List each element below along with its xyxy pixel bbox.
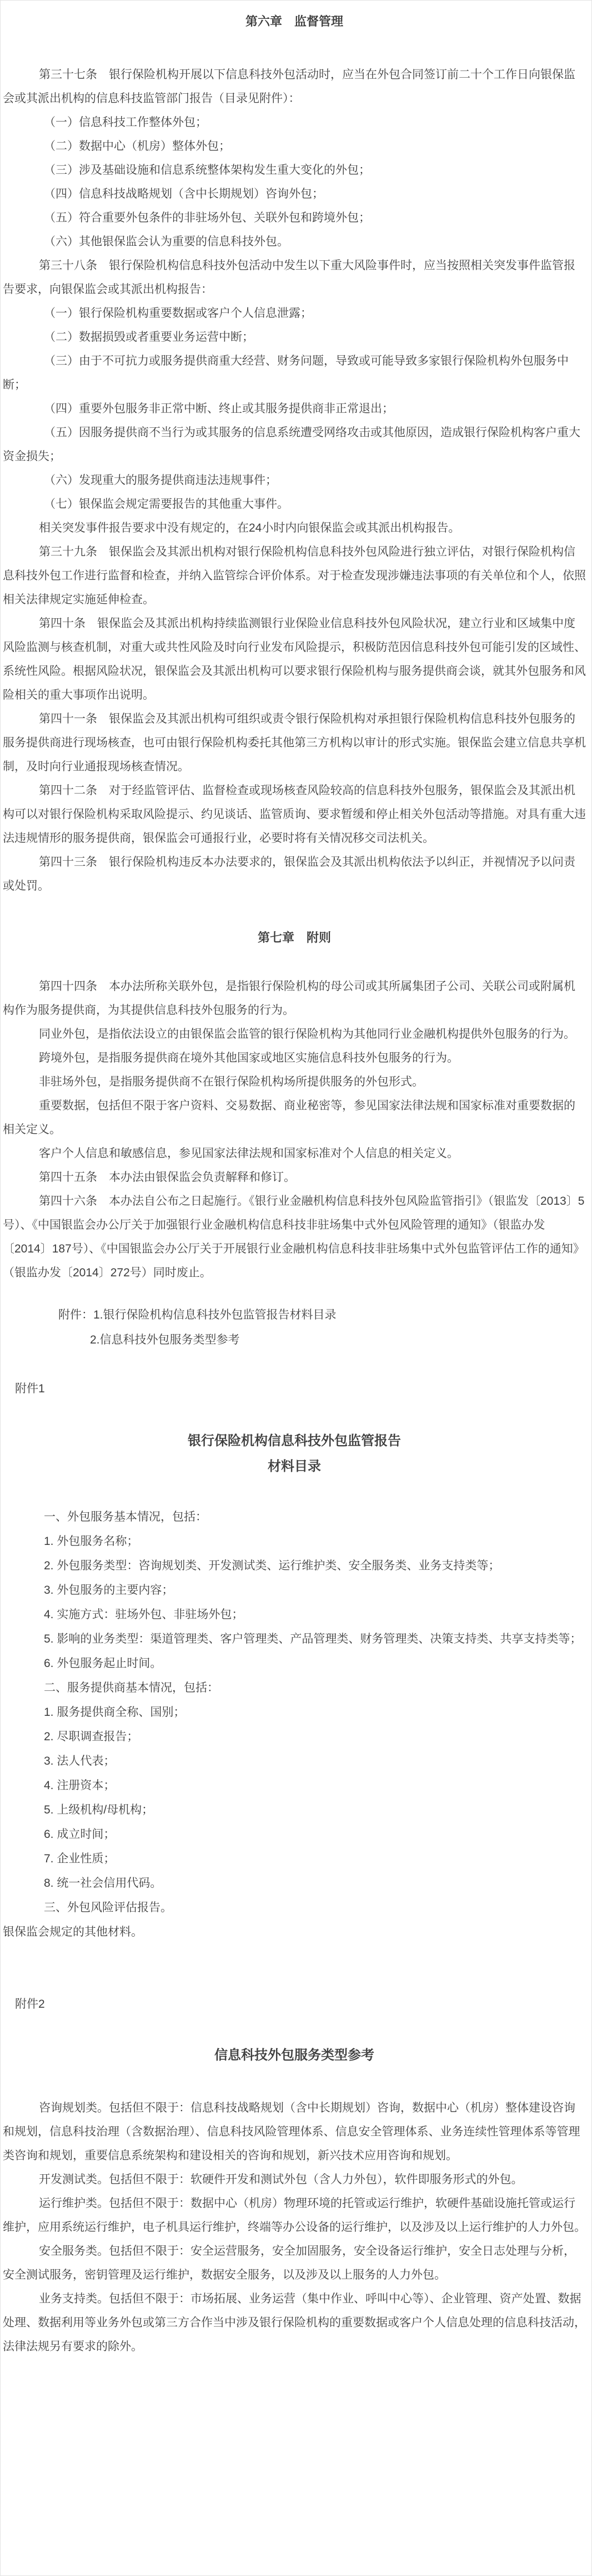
paragraph: 咨询规划类。包括但不限于：信息科技战略规划（含中长期规划）咨询，数据中心（机房）整体建设咨询和规划，信息科技治理（含数据治理）、信息科技风险管理体系、信息安全管理体系、业务连续性管理体系等管理类咨询和规划，重要信息系统架构和建设相关的咨询和规划，新兴技术应用咨询和规划。 <box>3 2102 580 2162</box>
paragraph: 安全服务类。包括但不限于：安全运营服务，安全加固服务，安全设备运行维护，安全日志处理与分析，安全测试服务，密钥管理及运行维护，数据安全服务，以及涉及以上服务的人力外包。 <box>3 2245 575 2281</box>
paragraph: 重要数据，包括但不限于客户资料、交易数据、商业秘密等，参见国家法律法规和国家标准对重要数据的相关定义。 <box>3 1099 575 1136</box>
paragraph: （六）其他银保监会认为重要的信息科技外包。 <box>44 235 289 248</box>
chapter-7-heading: 第七章 附则 <box>257 931 331 944</box>
paragraph: 1. 服务提供商全称、国别； <box>44 1706 185 1719</box>
paragraph: 一、外包服务基本情况，包括： <box>44 1511 207 1523</box>
paragraph: 同业外包，是指依法设立的由银保监会监管的银行保险机构为其他同行业金融机构提供外包服务的行为。 <box>39 1028 575 1040</box>
paragraph: 2. 外包服务类型：咨询规划类、开发测试类、运行维护类、安全服务类、业务支持类等； <box>44 1559 500 1572</box>
paragraph: 7. 企业性质； <box>44 1852 116 1865</box>
paragraph: 业务支持类。包括但不限于：市场拓展、业务运营（集中作业、呼叫中心等）、企业管理、资产处置、数据处理、数据利用等业务外包或第三方合作当中涉及银行保险机构的重要数据或客户个人信息处理的信息科技活动，法律法规另有要求的除外。 <box>3 2292 586 2353</box>
paragraph: （二）数据损毁或者重要业务运营中断； <box>44 331 254 344</box>
paragraph: 8. 统一社会信用代码。 <box>44 1877 162 1890</box>
paragraph: 第四十四条 本办法所称关联外包，是指银行保险机构的母公司或其所属集团子公司、关联公司或附属机构作为服务提供商，为其提供信息科技外包服务的行为。 <box>3 980 575 1017</box>
paragraph: 开发测试类。包括但不限于：软硬件开发和测试外包（含人力外包），软件即服务形式的外包。 <box>39 2173 523 2186</box>
paragraph: 2. 尽职调查报告； <box>44 1730 139 1743</box>
paragraph: 6. 外包服务起止时间。 <box>44 1657 162 1670</box>
paragraph: 第四十三条 银行保险机构违反本办法要求的，银保监会及其派出机构依法予以纠正，并视情况予以问责或处罚。 <box>3 856 575 892</box>
paragraph: 相关突发事件报告要求中没有规定的，在24小时内向银保监会或其派出机构报告。 <box>39 522 460 534</box>
appendix-2-body <box>3 2096 586 2358</box>
paragraph: 二、服务提供商基本情况，包括： <box>44 1681 219 1694</box>
paragraph: 银保监会规定的其他材料。 <box>3 1926 143 1938</box>
chapter-6-heading: 第六章 监督管理 <box>245 14 343 28</box>
paragraph: 第四十二条 对于经监管评估、监督检查或现场核查风险较高的信息科技外包服务，银保监会及其派出机构可以对银行保险机构采取风险提示、约见谈话、监管质询、要求暂缓和停止相关外包活动等措施。对具有重大违法违规情形的服务提供商，银保监会可通报行业，必要时将有关情况移交司法机关。 <box>3 784 586 845</box>
paragraph: （一）信息科技工作整体外包； <box>44 116 207 129</box>
paragraph: （五）符合重要外包条件的非驻场外包、关联外包和跨境外包； <box>44 211 370 224</box>
appendix-2-title <box>3 2043 586 2068</box>
paragraph: 3. 法人代表； <box>44 1755 116 1767</box>
paragraph: 运行维护类。包括但不限于：数据中心（机房）物理环境的托管或运行维护，软硬件基础设施托管或运行维护，应用系统运行维护，电子机具运行维护，终端等办公设备的运行维护，以及涉及以上运行维护的人力外包。 <box>3 2197 586 2234</box>
paragraph: 第四十条 银保监会及其派出机构持续监测银行业保险业信息科技外包风险状况，建立行业和区域集中度风险监测与核查机制，对重大或共性风险及时向行业发布风险提示，积极防范因信息科技外包可能引发的区域性、系统性风险。根据风险状况，银保监会及其派出机构可以要求银行保险机构与服务提供商会谈，就其外包服务和风险相关的重大事项作出说明。 <box>3 617 586 701</box>
appendix-1-body <box>3 1505 586 1944</box>
paragraph: 6. 成立时间； <box>44 1828 116 1841</box>
paragraph: 非驻场外包，是指服务提供商不在银行保险机构场所提供服务的外包形式。 <box>39 1075 424 1088</box>
paragraph: 1. 外包服务名称； <box>44 1535 139 1548</box>
paragraph: 第四十五条 本办法由银保监会负责解释和修订。 <box>39 1171 295 1184</box>
paragraph: 4. 实施方式：驻场外包、非驻场外包； <box>44 1608 244 1621</box>
paragraph: 4. 注册资本； <box>44 1779 116 1792</box>
paragraph: 第三十七条 银行保险机构开展以下信息科技外包活动时，应当在外包合同签订前二十个工作日向银保监会或其派出机构的信息科技监管部门报告（目录见附件）： <box>3 68 575 105</box>
chapter-7-body <box>3 974 586 1285</box>
paragraph: 第三十九条 银保监会及其派出机构对银行保险机构信息科技外包风险进行独立评估，对银行保险机构信息科技外包工作进行监督和检查，并纳入监管综合评价体系。对于检查发现涉嫌违法事项的有关单位和个人，依照相关法律规定实施延伸检查。 <box>3 545 586 606</box>
attachment-index-line-1: 附件：1.银行保险机构信息科技外包监管报告材料目录 <box>58 1309 337 1321</box>
paragraph: 跨境外包，是指服务提供商在境外其他国家或地区实施信息科技外包服务的行为。 <box>39 1052 459 1064</box>
paragraph: 5. 上级机构/母机构； <box>44 1804 154 1816</box>
paragraph: 5. 影响的业务类型：渠道管理类、客户管理类、产品管理类、财务管理类、决策支持类、共享支持类等； <box>44 1633 582 1645</box>
chapter-6-body <box>3 63 586 898</box>
paragraph: （七）银保监会规定需要报告的其他重大事件。 <box>44 498 289 511</box>
appendix-1-title-line-1: 银行保险机构信息科技外包监管报告 <box>188 1433 401 1448</box>
appendix-2-label: 附件2 <box>15 1998 45 2011</box>
paragraph: 第三十八条 银行保险机构信息科技外包活动中发生以下重大风险事件时，应当按照相关突发事件监管报告要求，向银保监会或其派出机构报告： <box>3 259 575 296</box>
appendix-2-title-line: 信息科技外包服务类型参考 <box>214 2048 374 2063</box>
paragraph: 第四十一条 银保监会及其派出机构可组织或责令银行保险机构对承担银行保险机构信息科技外包服务的服务提供商进行现场核查，也可由银行保险机构委托其他第三方机构以审计的形式实施。银保监会建立信息共享机制，及时向行业通报现场核查情况。 <box>3 713 586 773</box>
paragraph: （六）发现重大的服务提供商违法违规事件； <box>44 474 277 487</box>
paragraph: 3. 外包服务的主要内容； <box>44 1584 174 1597</box>
appendix-1-title <box>3 1428 586 1479</box>
paragraph: （三）涉及基础设施和信息系统整体架构发生重大变化的外包； <box>44 164 370 176</box>
appendix-1-label: 附件1 <box>15 1382 45 1395</box>
attachment-index <box>3 1302 586 1352</box>
paragraph: （五）因服务提供商不当行为或其服务的信息系统遭受网络攻击或其他原因，造成银行保险机构客户重大资金损失； <box>3 426 580 463</box>
paragraph: 三、外包风险评估报告。 <box>44 1901 172 1914</box>
appendix-1-title-line-2: 材料目录 <box>268 1459 321 1474</box>
paragraph: （三）由于不可抗力或服务提供商重大经营、财务问题，导致或可能导致多家银行保险机构外包服务中断； <box>3 355 569 391</box>
paragraph: （四）信息科技战略规划（含中长期规划）咨询外包； <box>44 188 324 200</box>
paragraph: 第四十六条 本办法自公布之日起施行。《银行业金融机构信息科技外包风险监管指引》（银监发〔2013〕5号）、《中国银监会办公厅关于加强银行业金融机构信息科技非驻场集中式外包风险管理的通知》（银监办发〔2014〕187号）、《中国银监会办公厅关于开展银行业金融机构信息科技非驻场集中式外包监管评估工作的通知》（银监办发〔2014〕272号）同时废止。 <box>3 1195 585 1279</box>
paragraph: （二）数据中心（机房）整体外包； <box>44 140 230 153</box>
attachment-index-line-2: 2.信息科技外包服务类型参考 <box>90 1334 240 1346</box>
paragraph: （一）银行保险机构重要数据或客户个人信息泄露； <box>44 307 312 320</box>
paragraph: （四）重要外包服务非正常中断、终止或其服务提供商非正常退出； <box>44 402 394 415</box>
paragraph: 客户个人信息和敏感信息，参见国家法律法规和国家标准对个人信息的相关定义。 <box>39 1147 459 1160</box>
